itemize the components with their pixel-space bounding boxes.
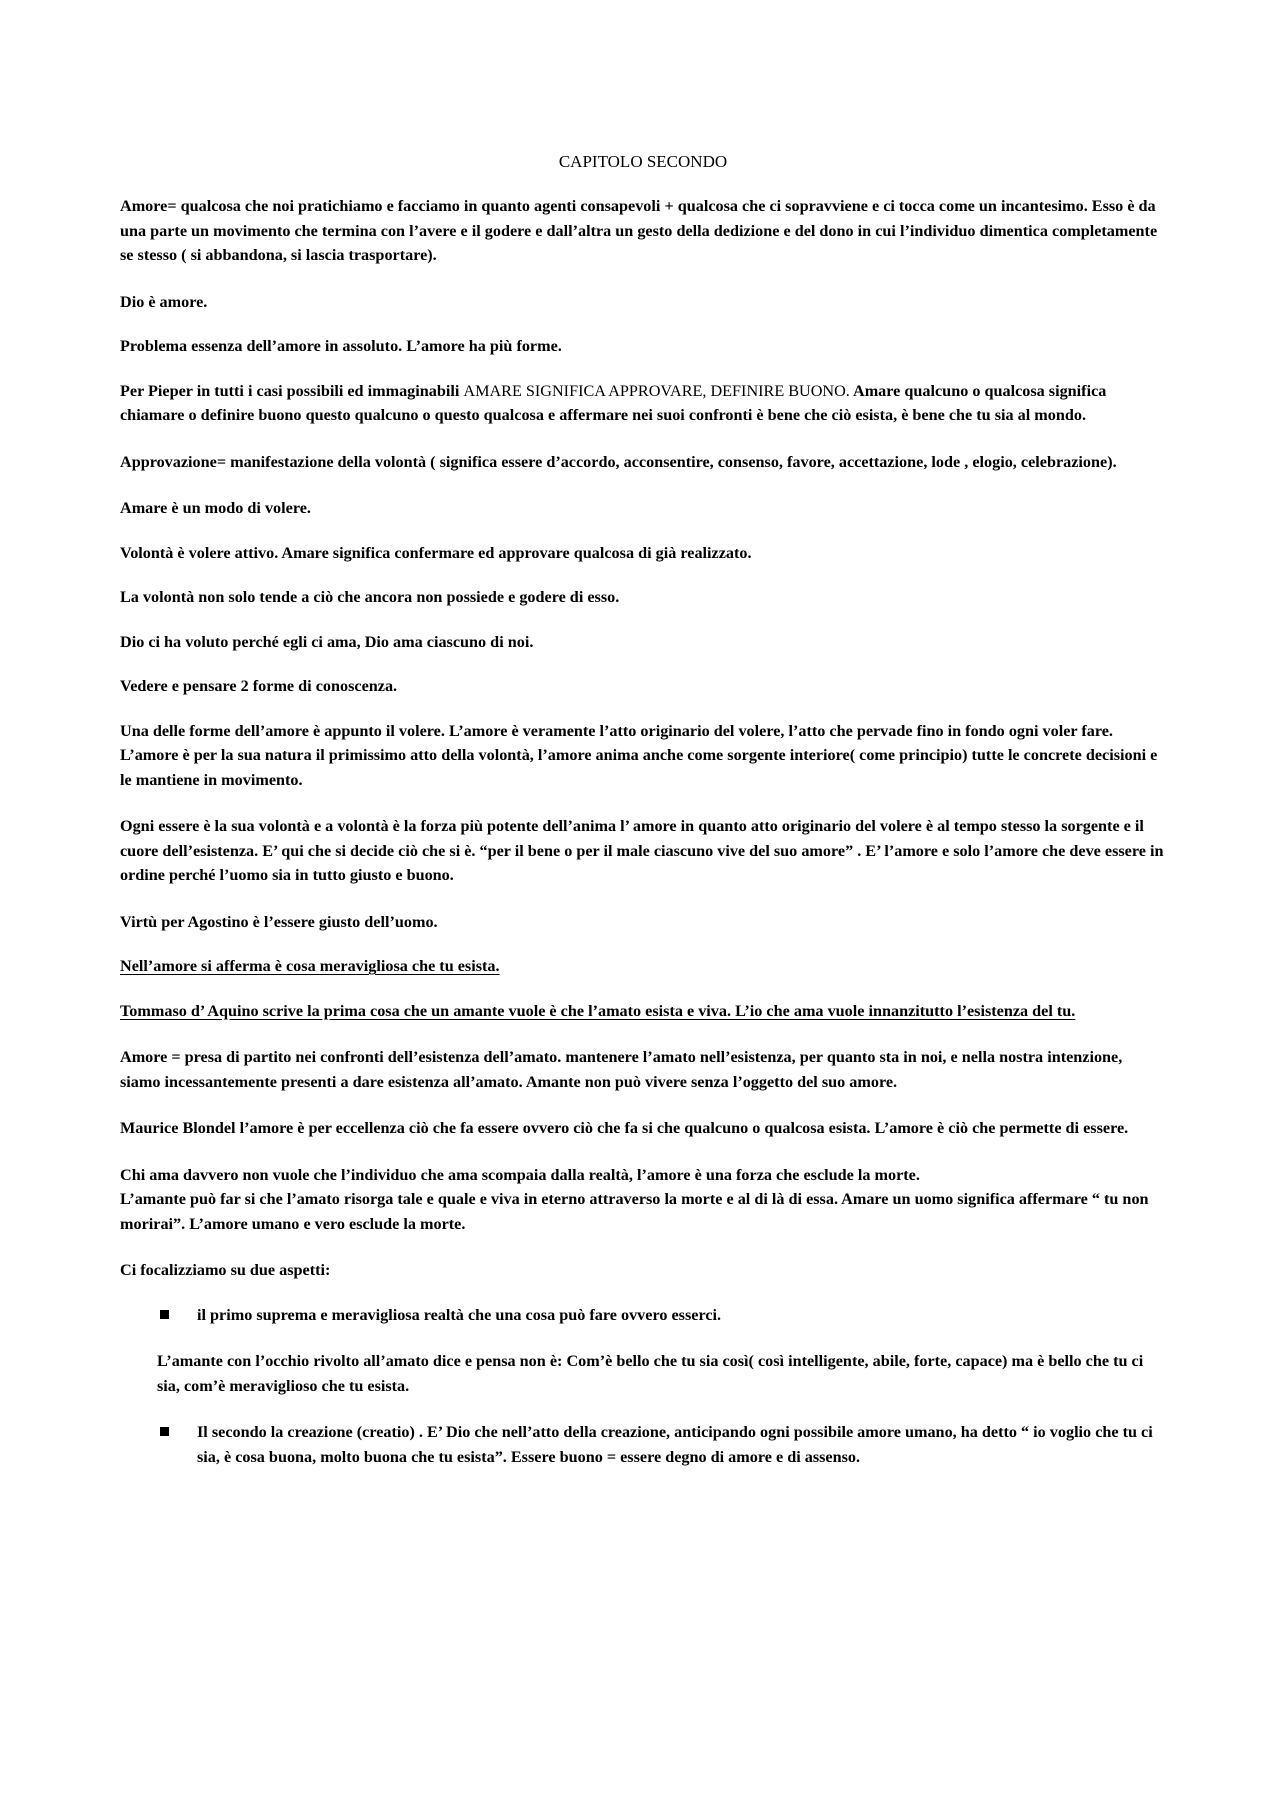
bullet-text: il primo suprema e meravigliosa realtà che una cosa può fare ovvero esserci. xyxy=(197,1305,722,1324)
paragraph-problema-essenza: Problema essenza dell’amore in assoluto. L’amore ha più forme. xyxy=(120,337,562,355)
paragraph-chi-ama xyxy=(120,1163,1166,1237)
square-bullet-icon xyxy=(160,1427,169,1436)
bullet-text: Il secondo la creazione (creatio) . E’ Dio che nell’atto della creazione, anticipando ogni possibile amore umano, ha detto “ io voglio che tu ci sia, è cosa buona, molto buona che tu esista”. Essere buono = essere degno di amore e di assenso. xyxy=(197,1423,1153,1466)
paragraph-amante-occhio: L’amante con l’occhio rivolto all’amato dice e pensa non è: Com’è bello che tu sia così( così intelligente, abile, forte, capace) ma è bello che tu ci sia, com’è meraviglioso che tu esista. xyxy=(157,1352,1144,1395)
pieper-definition: AMARE SIGNIFICA APPROVARE, DEFINIRE BUONO. xyxy=(463,381,850,400)
chi-ama-line-1: Chi ama davvero non vuole che l’individuo che ama scompaia dalla realtà, l’amore è una forza che esclude la morte. xyxy=(120,1165,920,1184)
paragraph-ogni-essere: Ogni essere è la sua volontà e a volontà è la forza più potente dell’anima l’ amore in quanto atto originario del volere è al tempo stesso la sorgente e il cuore dell’esistenza. E’ qui che si decide ciò che si è. “per il bene o per il male ciascuno vive del suo amore” . E’ l’amore e solo l’amore che deve essere in ordine perché l’uomo sia in tutto giusto e buono. xyxy=(120,817,1164,884)
pieper-intro: Per Pieper in tutti i casi possibili ed immaginabili xyxy=(120,381,464,400)
paragraph-approvazione: Approvazione= manifestazione della volontà ( significa essere d’accordo, acconsentire, consenso, favore, accettazione, lode , elogio, celebrazione). xyxy=(120,452,1117,471)
paragraph-underlined-tommaso xyxy=(120,999,1166,1024)
underlined-text: Tommaso d’ Aquino scrive la prima cosa che un amante vuole è che l’amato esista e viva. L’io che ama vuole innanzitutto l’esistenza del tu. xyxy=(120,1001,1076,1020)
paragraph-presa-di-partito: Amore = presa di partito nei confronti dell’esistenza dell’amato. mantenere l’amato nell’esistenza, per quanto sta in noi, e nella nostra intenzione, siamo incessantemente presenti a dare esistenza all’amato. Amante non può vivere senza l’oggetto del suo amore. xyxy=(120,1048,1123,1091)
paragraph-vedere-pensare: Vedere e pensare 2 forme di conoscenza. xyxy=(120,677,398,695)
paragraph-blondel: Maurice Blondel l’amore è per eccellenza ciò che fa essere ovvero ciò che fa si che qualcuno o qualcosa esista. L’amore è ciò che permette di essere. xyxy=(120,1119,1129,1137)
paragraph-underlined-afferma xyxy=(120,954,1166,979)
chapter-title: CAPITOLO SECONDO xyxy=(558,152,728,171)
list-item xyxy=(120,1420,1166,1469)
paragraph-forme-amore: Una delle forme dell’amore è appunto il volere. L’amore è veramente l’atto originario del volere, l’atto che pervade fino in fondo ogni voler fare. L’amore è per la sua natura il primissimo atto della volontà, l’amore anima anche come sorgente interiore( come principio) tutte le concrete decisioni e le mantiene in movimento. xyxy=(120,721,1158,789)
chi-ama-line-2: L’amante può far si che l’amato risorga tale e quale e viva in eterno attraverso la morte e al di là di essa. Amare un uomo significa affermare “ tu non morirai”. L’amore umano e vero esclude la morte. xyxy=(120,1190,1149,1233)
paragraph-volonta-attiva: Volontà è volere attivo. Amare significa confermare ed approvare qualcosa di già realizzato. xyxy=(120,543,752,562)
paragraph-amore-definizione: Amore= qualcosa che noi pratichiamo e facciamo in quanto agenti consapevoli + qualcosa che ci sopravviene e ci tocca come un incantesimo. Esso è da una parte un movimento che termina con l’avere e il godere e dall’altra un gesto della dedizione e del dono in cui l’individuo dimentica completamente se stesso ( si abbandona, si lascia trasportare). xyxy=(120,197,1158,264)
paragraph-focalizziamo: Ci focalizziamo su due aspetti: xyxy=(120,1261,331,1279)
paragraph-pieper xyxy=(120,379,1166,428)
document-page xyxy=(120,150,1166,1491)
pieper-explanation: Amare qualcuno o qualcosa significa chiamare o definire buono questo qualcuno o questo qualcosa e affermare nei suoi confronti è bene che ciò esista, è bene che tu sia al mondo. xyxy=(120,381,1107,424)
paragraph-volonta-tende: La volontà non solo tende a ciò che ancora non possiede e godere di esso. xyxy=(120,588,620,606)
list-item xyxy=(120,1303,1166,1328)
underlined-text: Nell’amore si afferma è cosa meravigliosa che tu esista. xyxy=(120,957,500,975)
paragraph-dio-amore: Dio è amore. xyxy=(120,292,208,311)
paragraph-amare-volere: Amare è un modo di volere. xyxy=(120,499,311,517)
paragraph-virtu-agostino: Virtù per Agostino è l’essere giusto dell’uomo. xyxy=(120,912,438,931)
square-bullet-icon xyxy=(160,1310,169,1319)
paragraph-dio-ci-ha-voluto: Dio ci ha voluto perché egli ci ama, Dio ama ciascuno di noi. xyxy=(120,632,534,651)
